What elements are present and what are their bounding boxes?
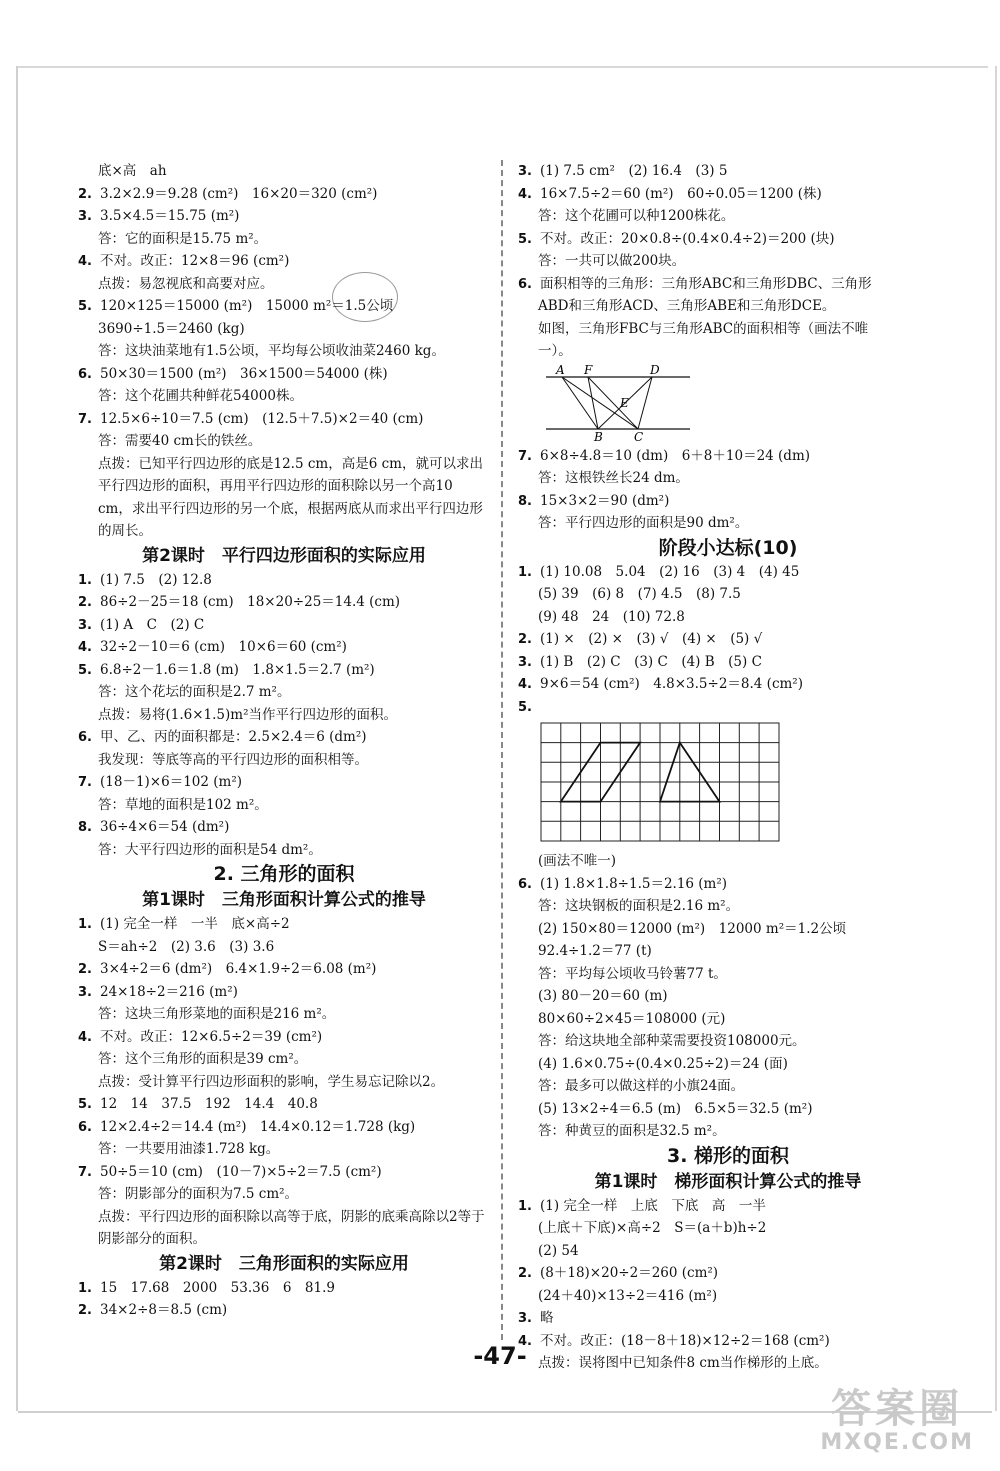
answer-line [78,1183,490,1206]
answer-line [518,340,938,363]
question-number: 2. [78,962,92,977]
answer-text: 不对。改正：(18－8＋18)×12÷2＝168 (cm²) [540,1332,830,1349]
answer-text: (5) 39 (6) 8 (7) 4.5 (8) 7.5 [538,586,741,602]
answer-text: 3×4÷2＝6 (dm²) 6.4×1.9÷2＝6.08 (m²) [100,961,377,977]
answer-text: 答：这个花坛的面积是2.7 m²。 [98,684,291,700]
watermark-top: 答案圈 [831,1386,964,1432]
label-f: F [584,362,593,377]
answer-line [78,1138,490,1161]
answer-line [78,385,490,408]
answer-text: 点拨：易将(1.6×1.5)m²当作平行四边形的面积。 [98,706,397,723]
answer-line [78,913,490,936]
answer-line [518,1030,938,1053]
answer-text: 答：需要40 cm长的铁丝。 [98,433,262,449]
answer-line [78,1093,490,1116]
answer-text: 如图，三角形FBC与三角形ABC的面积相等（画法不唯 [538,320,869,337]
right-rule [995,66,997,1411]
answer-text: 答：这根铁丝长24 dm。 [538,470,689,486]
left-rule [16,66,18,1411]
answer-text: 3690÷1.5＝2460 (kg) [98,320,245,337]
answer-line [518,1008,938,1031]
answer-text: S＝ah÷2 (2) 3.6 (3) 3.6 [98,938,275,955]
question-number: 2. [78,1303,92,1318]
answer-text: 6×8÷4.8＝10 (dm) 6＋8＋10＝24 (dm) [540,447,811,464]
answer-line [78,981,490,1004]
answer-text: 答：大平行四边形的面积是54 dm²。 [98,841,322,858]
answer-line [78,659,490,682]
answer-text: 点拨：受计算平行四边形面积的影响，学生易忘记除以2。 [98,1073,445,1090]
answer-list-left-a [78,160,490,453]
answer-text: (4) 1.6×0.75÷(0.4×0.25÷2)＝24 (面) [538,1055,788,1072]
answer-list-left-b [78,569,490,862]
answer-text: 点拨：易忽视底和高要对应。 [98,275,274,292]
answer-line [78,1071,490,1094]
answer-text: 答：这块钢板的面积是2.16 m²。 [538,898,740,914]
answer-line [518,273,938,296]
answer-text: 答：这个三角形的面积是39 cm²。 [98,1051,308,1067]
chapter-heading: 3. 梯形的面积 [666,1144,790,1167]
answer-line [78,614,490,637]
answer-line [78,1048,490,1071]
answer-line [518,1217,938,1240]
answer-line [78,228,490,251]
answer-text: 答：它的面积是15.75 m²。 [98,230,268,247]
answer-text: 我发现：等底等高的平行四边形的面积相等。 [98,751,368,768]
segment-fc [588,377,638,429]
question-number: 3. [78,984,92,1000]
label-d: D [650,362,660,377]
answer-line [78,318,490,341]
answer-list-left-d [78,1277,490,1322]
answer-text: 略 [540,1310,554,1326]
chapter-heading: 阶段小达标(10) [658,536,798,559]
answer-line [78,183,490,206]
question-number: 3. [78,209,92,224]
question-number: 3. [78,617,92,633]
answer-line [78,1026,490,1049]
answer-line [518,1195,938,1218]
answer-text: (2) 150×80＝12000 (m²) 12000 m²＝1.2公顷 [538,920,847,937]
answer-text: (上底＋下底)×高÷2 S＝(a＋b)h÷2 [538,1220,767,1236]
answer-line [518,895,938,918]
answer-line [78,1116,490,1139]
answer-text: 15 17.68 2000 53.36 6 81.9 [100,1279,335,1296]
left-column [78,160,490,1322]
answer-line [518,1053,938,1076]
page-number: -47- [473,1342,527,1370]
answer-text: 24×18÷2＝216 (m²) [100,983,238,1000]
answer-list-right-b [518,445,938,535]
answer-line [518,183,938,206]
answer-text: 答：最多可以做这样的小旗24面。 [538,1078,745,1094]
answer-line [78,704,490,727]
answer-text: 50×30＝1500 (m²) 36×1500＝54000 (株) [100,365,388,382]
answer-text: 12.5×6÷10＝7.5 (cm) (12.5＋7.5)×2＝40 (cm) [100,410,424,427]
answer-text: (1) 完全一样 一半 底×高÷2 [100,916,290,932]
question-number: 8. [78,820,92,835]
answer-line [518,1098,938,1121]
answer-text: 答：这个花圃可以种1200株花。 [538,208,735,224]
answer-line [518,918,938,941]
watermark-bottom: MXQE.COM [820,1430,974,1455]
question-number: 3. [518,654,532,670]
question-number: 4. [518,677,532,692]
answer-text: 答：一共要用油漆1.728 kg。 [98,1141,280,1157]
answer-line [78,160,490,183]
answer-line [78,726,490,749]
section-heading: 第2课时 平行四边形面积的实际应用 [142,545,426,566]
answer-line [78,408,490,431]
answer-line [78,936,490,959]
grid-lines [541,723,779,841]
answer-text: ABD和三角形ACD、三角形ABE和三角形DCE。 [538,298,836,314]
answer-line [518,228,938,251]
question-number: 8. [518,493,532,509]
answer-line [78,749,490,772]
question-number: 4. [518,186,532,202]
section-heading: 第1课时 梯形面积计算公式的推导 [594,1171,862,1192]
answer-text: 答：这块油菜地有1.5公顷，平均每公顷收油菜2460 kg。 [98,343,445,359]
label-e: E [620,395,629,410]
answer-list-left-c [78,913,490,1206]
question-number: 3. [518,1311,532,1326]
question-number: 4. [78,254,92,269]
answer-list-right-a [518,160,938,363]
answer-text: (18－1)×6＝102 (m²) [100,774,243,790]
answer-text: 底×高 ah [98,163,167,179]
answer-text: 92.4÷1.2＝77 (t) [538,943,652,959]
answer-text: (1) × (2) × (3) √ (4) × (5) √ [540,631,763,647]
answer-line [518,490,938,513]
answer-text: 点拨：误将图中已知条件8 cm当作梯形的上底。 [538,1355,828,1371]
answer-line [78,958,490,981]
answer-text: 不对。改正：12×8＝96 (cm²) [100,253,290,269]
answer-line [518,1262,938,1285]
answer-line [518,1075,938,1098]
answer-text: (1) 10.08 5.04 (2) 16 (3) 4 (4) 45 [540,563,800,580]
answer-text: (24＋40)×13÷2＝416 (m²) [538,1287,718,1304]
answer-list-right-d [518,850,938,1143]
question-number: 2. [78,595,92,610]
question-number: 7. [78,411,92,427]
question-number: 5. [518,231,532,247]
answer-text: 80×60÷2×45＝108000 (元) [538,1010,726,1027]
answer-text: 答：这个花圃共种鲜花54000株。 [98,388,303,404]
answer-text: (2) 54 [538,1242,579,1259]
answer-text: 答：阴影部分的面积为7.5 cm²。 [98,1186,299,1202]
question-number: 1. [78,917,92,932]
answer-line [518,512,938,535]
answer-line [518,250,938,273]
question-number: 7. [518,448,532,464]
answer-text: (1) 1.8×1.8÷1.5＝2.16 (m²) [540,875,728,892]
answer-line [518,1120,938,1143]
question-number: 6. [518,876,532,892]
grid-drawing [540,722,780,842]
answer-line [78,636,490,659]
answer-text: 120×125＝15000 (m²) 15000 m²＝1.5公顷 [100,298,394,314]
answer-line [78,430,490,453]
answer-line [78,681,490,704]
answer-text: 答：平均每公顷收马铃薯77 t。 [538,965,727,982]
answer-line [518,628,938,651]
top-rule [18,66,988,68]
question-number: 7. [78,775,92,790]
section-heading: 第2课时 三角形面积的实际应用 [159,1253,409,1274]
answer-line [78,1161,490,1184]
question-number: 4. [518,1333,532,1349]
section-heading: 第1课时 三角形面积计算公式的推导 [142,890,426,910]
question-number: 6. [518,276,532,292]
answer-line [518,651,938,674]
answer-text: 34×2÷8＝8.5 (cm) [100,1302,228,1318]
answer-text: 9×6＝54 (cm²) 4.8×3.5÷2＝8.4 (cm²) [540,676,803,692]
question-number: 5. [518,699,532,715]
question-number: 5. [78,1097,92,1112]
answer-line [518,850,938,873]
question-number: 1. [518,564,532,580]
answer-line [518,696,938,719]
answer-text: 答：给这块地全部种菜需要投资108000元。 [538,1033,806,1049]
answer-text: 12 14 37.5 192 14.4 40.8 [100,1096,318,1112]
answer-line [78,340,490,363]
tip-paragraph: 点拨：已知平行四边形的底是12.5 cm，高是6 cm，就可以求出平行四边形的面积，再用平行四边形的面积除以另一个高10 cm，求出平行四边形的另一个底，根据两底从而求出平行四边形的周长。 [98,455,483,539]
column-divider [501,160,503,1340]
question-number: 5. [78,299,92,314]
answer-text: 面积相等的三角形：三角形ABC和三角形DBC、三角形 [540,275,872,292]
question-number: 2. [78,186,92,202]
answer-line [78,771,490,794]
answer-text: (1) 7.5 (2) 12.8 [100,571,212,588]
answer-line [518,583,938,606]
question-number: 1. [78,1280,92,1296]
answer-line [518,873,938,896]
chapter-heading: 2. 三角形的面积 [213,863,355,885]
answer-text: 50÷5＝10 (cm) (10－7)×5÷2＝7.5 (cm²) [100,1163,382,1180]
answer-text: 答：种黄豆的面积是32.5 m²。 [538,1123,726,1139]
answer-line [518,940,938,963]
answer-line [78,839,490,862]
label-b: B [594,429,603,441]
answer-text: (1) B (2) C (3) C (4) B (5) C [540,653,762,670]
question-number: 6. [78,730,92,745]
label-a: A [556,362,565,377]
answer-text: 不对。改正：20×0.8÷(0.4×0.4÷2)＝200 (块) [540,230,835,247]
question-number: 1. [518,1198,532,1214]
answer-text: (1) A C (2) C [100,616,205,633]
segment-dc [638,377,652,429]
answer-text: 甲、乙、丙的面积都是：2.5×2.4＝6 (dm²) [100,729,367,745]
answer-text: 86÷2－25＝18 (cm) 18×20÷25＝14.4 (cm) [100,594,401,610]
question-number: 6. [78,1119,92,1135]
label-c: C [634,429,644,441]
answer-text: (1) 7.5 cm² (2) 16.4 (3) 5 [540,163,728,179]
answer-line [78,591,490,614]
answer-text: 不对。改正：12×6.5÷2＝39 (cm²) [100,1028,323,1045]
answer-line [78,1299,490,1322]
question-number: 2. [518,632,532,647]
answer-line [78,295,490,318]
question-number: 3. [518,164,532,179]
answer-text: (8＋18)×20÷2＝260 (cm²) [540,1265,719,1281]
answer-line [78,816,490,839]
answer-line [518,1307,938,1330]
answer-text: 答：草地的面积是102 m²。 [98,796,268,813]
answer-line [78,794,490,817]
question-number: 5. [78,662,92,678]
answer-line [78,273,490,296]
answer-line [518,205,938,228]
answer-line [518,445,938,468]
answer-line [518,673,938,696]
answer-line [518,295,938,318]
question-number: 6. [78,366,92,382]
triangle-shape [660,743,720,802]
answer-line [518,1285,938,1308]
answer-line [78,205,490,228]
answer-line [518,606,938,629]
answer-text: 答：一共可以做200块。 [538,253,686,269]
answer-line [518,963,938,986]
answer-line [518,160,938,183]
answer-text: 答：平行四边形的面积是90 dm²。 [538,515,749,531]
answer-line [78,1277,490,1300]
right-column [518,160,938,1375]
answer-text: 16×7.5÷2＝60 (m²) 60÷0.05＝1200 (株) [540,185,822,202]
answer-line [518,985,938,1008]
answer-line [518,561,938,584]
answer-text: 6.8÷2－1.6＝1.8 (m) 1.8×1.5＝2.7 (m²) [100,661,375,678]
answer-line [518,467,938,490]
answer-list-right-c [518,561,938,719]
answer-line [78,1003,490,1026]
answer-text: (9) 48 24 (10) 72.8 [538,608,685,625]
question-number: 2. [518,1266,532,1281]
answer-text: (画法不唯一) [538,853,617,869]
answer-text: (5) 13×2÷4＝6.5 (m) 6.5×5＝32.5 (m²) [538,1100,813,1117]
answer-text: 3.2×2.9＝9.28 (cm²) 16×20＝320 (cm²) [100,185,378,202]
answer-text: (3) 80－20＝60 (m) [538,988,668,1004]
answer-line [518,1240,938,1263]
question-number: 1. [78,572,92,588]
question-number: 4. [78,640,92,655]
answer-line [518,318,938,341]
question-number: 7. [78,1164,92,1180]
answer-text: 一）。 [538,343,572,359]
answer-text: 答：这块三角形菜地的面积是216 m²。 [98,1006,336,1022]
tip-paragraph: 点拨：平行四边形的面积除以高等于底，阴影的底乘高除以2等于阴影部分的面积。 [98,1208,485,1247]
answer-line [78,363,490,386]
answer-line [78,569,490,592]
triangle-figure [540,363,700,441]
answer-text: 12×2.4÷2＝14.4 (m²) 14.4×0.12＝1.728 (kg) [100,1118,416,1135]
question-number: 4. [78,1029,92,1045]
watermark-logo [820,1387,974,1455]
answer-text: 32÷2－10＝6 (cm) 10×6＝60 (cm²) [100,639,347,655]
answer-text: 36÷4×6＝54 (dm²) [100,819,230,835]
answer-text: 15×3×2＝90 (dm²) [540,492,670,509]
answer-line [78,250,490,273]
answer-text: (1) 完全一样 上底 下底 高 一半 [540,1197,766,1214]
answer-text: 3.5×4.5＝15.75 (m²) [100,208,240,224]
